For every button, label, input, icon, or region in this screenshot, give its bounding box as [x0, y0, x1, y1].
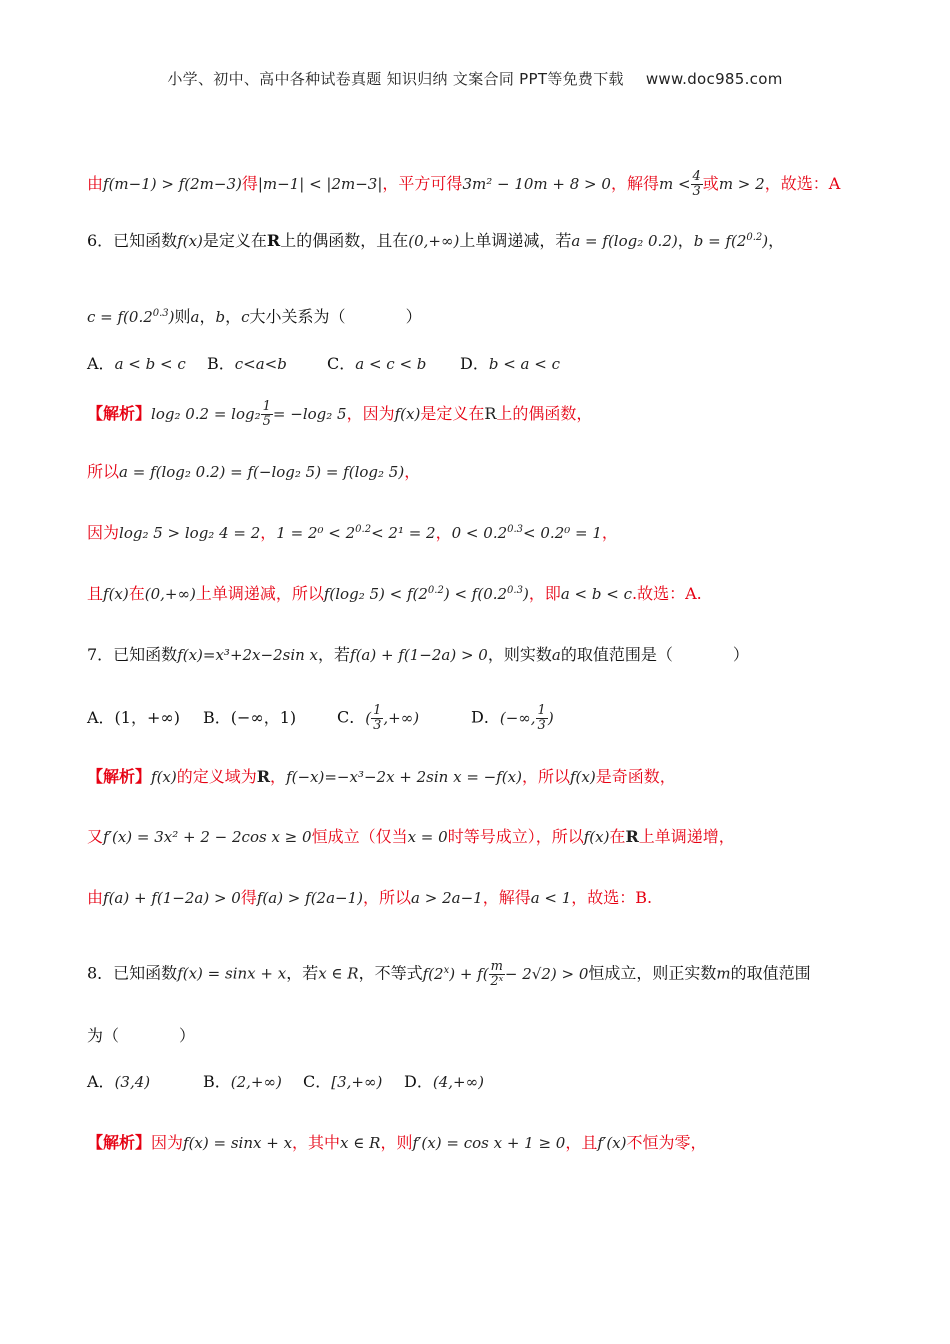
- q6-option-a[interactable]: A．a < b < c: [87, 354, 186, 373]
- solution-6-line-4: 且f(x)在(0,+∞)上单调递减，所以f(log₂ $5) < f(2^{0.2}) < f(0.2^{0.3})$，即a < b < c.故选：A.: [87, 584, 702, 603]
- solution-6-line-2: 所以a = f(log₂ 0.2) = f(−log₂ 5) = f(log₂ 5)，: [87, 462, 421, 481]
- header-text: 小学、初中、高中各种试卷真题 知识归纳 文案合同 PPT等免费下载: [167, 70, 624, 88]
- solution-7-line-3: 由f(a) + f(1−2a) > 0得f(a) > f(2a−1)，所以a > 2a−1，解得a < 1，故选：B.: [87, 888, 653, 907]
- q7-option-b[interactable]: B．(−∞，1): [203, 707, 297, 727]
- page-header: [0, 68, 950, 89]
- solution-6-line-3: 因为log₂ 5 > log₂ 4 = 2，$1 = 2^0 < 2^{0.2}< 2^1 = 2$，$0 < 0.2^{0.3}< 0.2^0 = 1$，: [87, 523, 618, 542]
- solution-8-line-1: 【解析】因为f(x) = sinx + x，其中x ∈ R，则f′(x) = cos x + 1 ≥ 0，且f′(x)不恒为零，: [87, 1133, 707, 1152]
- q7-option-c[interactable]: C．( $\frac{1}{3}$ ,+∞): [337, 703, 420, 733]
- question-6-stem-2: $c = f(0.2^{0.3})$则a，b，c大小关系为（ ）: [87, 307, 422, 326]
- header-url[interactable]: www.doc985.com: [645, 70, 783, 88]
- question-7-stem: 7．已知函数f(x)=x³+2x−2sin x，若f(a) + f(1−2a) > 0，则实数a的取值范围是（ ）: [87, 645, 749, 664]
- q6-option-b[interactable]: B．c<a<b: [207, 354, 287, 373]
- q6-option-d[interactable]: D．b < a < c: [460, 354, 560, 373]
- solution-7-line-2: 又f′(x) = 3x² + 2 − 2cos x ≥ 0恒成立（仅当x = 0时等号成立），所以f(x)在R上单调递增，: [87, 827, 735, 846]
- q7-option-a[interactable]: A．(1，+∞): [87, 707, 180, 727]
- question-8-stem: 8．已知函数f(x) = sinx + x，若x ∈ R，不等式$f(2^x) + f$( $\frac{m}{\text{2ˣ}}$ − 2√2) > 0恒成立，则正实数m的取值范围: [87, 959, 811, 989]
- question-8-options: [87, 1071, 877, 1093]
- solution-7-line-1: 【解析】f(x)的定义域为R，f(−x)=−x³−2x + 2sin x = −f(x)，所以f(x)是奇函数，: [87, 767, 676, 786]
- solution-6-line-1: 【解析】log₂ 0.2 = log₂ $\frac{1}{5}$ = −log₂ 5，因为f(x)是定义在R上的偶函数，: [87, 399, 593, 429]
- q8-option-d[interactable]: D．(4,+∞): [404, 1072, 484, 1091]
- q8-option-c[interactable]: C．[3,+∞): [303, 1072, 383, 1091]
- q8-option-b[interactable]: B．(2,+∞): [203, 1072, 282, 1091]
- question-8-stem-2: 为（ ）: [87, 1026, 196, 1045]
- question-6-options: [87, 353, 877, 375]
- q6-option-c[interactable]: C．a < c < b: [327, 354, 427, 373]
- question-7-options: [87, 704, 877, 733]
- prev-solution-line: 由f(m−1) > f(2m−3)得|m−1| < |2m−3|，平方可得3m² − 10m + 8 > 0，解得m < $\frac{4}{3}$ 或m > 2，故选：A: [87, 169, 841, 199]
- q8-option-a[interactable]: A．(3,4): [87, 1072, 151, 1091]
- q7-option-d[interactable]: D．(−∞, $\frac{1}{3}$ ): [471, 703, 554, 733]
- question-6-stem: 6．已知函数f(x)是定义在R上的偶函数，且在(0,+∞)上单调递减，若a = f(log₂ 0.2)，$b = f(2^{0.2})$，: [87, 231, 785, 250]
